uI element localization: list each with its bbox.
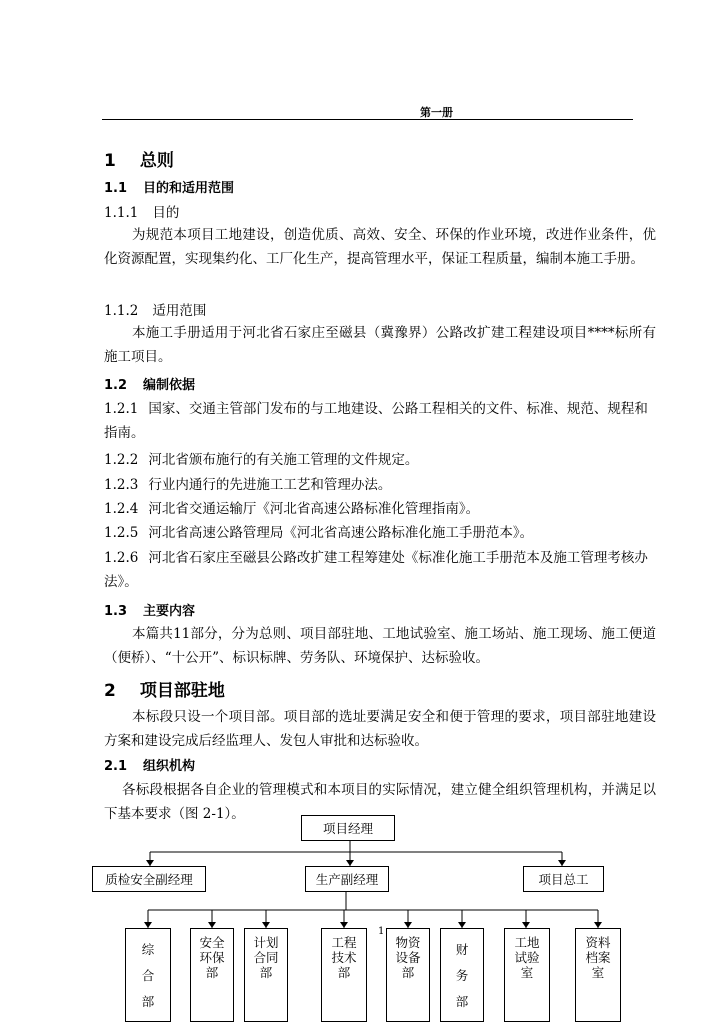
dept-label-line: 室 [520, 965, 534, 980]
item-number: 1.2.2 [104, 452, 139, 468]
item-text: 河北省石家庄至磁县公路改扩建工程筹建处《标准化施工手册范本及施工管理考核办法》。 [104, 550, 648, 590]
dept-label-line: 试验 [514, 950, 540, 965]
running-header: 第一册 [420, 106, 453, 119]
dept-label-line: 合同 [253, 950, 279, 965]
subsection-title: 目的和适用范围 [143, 181, 235, 196]
org-box-project-manager: 项目经理 [301, 815, 395, 841]
org-box-quality-safety-deputy: 质检安全副经理 [92, 866, 206, 892]
dept-label-char: 务 [455, 968, 469, 983]
dept-label-char: 部 [141, 994, 155, 1009]
item-text: 河北省颁布施行的有关施工管理的文件规定。 [148, 452, 419, 468]
paragraph-purpose: 为规范本项目工地建设，创造优质、高效、安全、环保的作业环境，改进作业条件，优化资源配置，实现集约化、工厂化生产，提高管理水平，保证工程质量，编制本施工手册。 [104, 227, 656, 267]
page-number: 1 [378, 926, 385, 937]
org-dept-general [125, 928, 171, 1022]
item-number: 1.2.4 [104, 501, 139, 517]
org-dept-finance [440, 928, 484, 1022]
subsection-number: 2.1 [104, 759, 128, 774]
org-box-production-deputy: 生产副经理 [305, 866, 389, 892]
org-box-chief-engineer: 项目总工 [523, 866, 604, 892]
dept-label-line: 安全 [199, 935, 225, 950]
dept-label-char: 财 [455, 942, 469, 957]
subsection-title: 组织机构 [143, 759, 196, 774]
item-text: 河北省高速公路管理局《河北省高速公路标准化施工手册范本》。 [148, 525, 534, 541]
item-number: 1.2.6 [104, 550, 139, 566]
section-number: 1 [104, 151, 116, 171]
subsection-number: 1.1.2 [104, 303, 139, 319]
org-dept-safety [190, 928, 234, 1022]
dept-label-line: 资料 [585, 935, 611, 950]
org-dept-engineering [321, 928, 367, 1022]
subsection-title: 目的 [152, 205, 180, 221]
section-number: 2 [104, 681, 116, 701]
dept-label-line: 环保 [199, 950, 225, 965]
dept-label-line: 部 [205, 965, 219, 980]
subsection-number: 1.1.1 [104, 205, 139, 221]
dept-label-line: 部 [401, 965, 415, 980]
section-title: 总则 [139, 151, 174, 171]
item-text: 行业内通行的先进施工工艺和管理办法。 [148, 477, 392, 493]
section-title: 项目部驻地 [139, 681, 225, 701]
dept-label-line: 室 [591, 965, 605, 980]
paragraph-site: 本标段只设一个项目部。项目部的选址要满足安全和便于管理的要求，项目部驻地建设方案和建设完成后经监理人、发包人审批和达标验收。 [104, 709, 656, 749]
subsection-number: 1.2 [104, 378, 128, 393]
dept-label-line: 设备 [395, 950, 421, 965]
dept-label-line: 物资 [395, 935, 421, 950]
org-dept-lab [504, 928, 550, 1022]
paragraph-contents: 本篇共11部分，分为总则、项目部驻地、工地试验室、施工场站、施工现场、施工便道（便桥）、“十公开”、标识标牌、劳务队、环境保护、达标验收。 [104, 626, 656, 666]
org-dept-materials [386, 928, 430, 1022]
dept-label-line: 部 [259, 965, 273, 980]
org-dept-archives [575, 928, 621, 1022]
dept-label-char: 合 [141, 968, 155, 983]
dept-label-line: 工程 [331, 935, 357, 950]
dept-label-char: 部 [455, 994, 469, 1009]
dept-label-line: 档案 [585, 950, 611, 965]
subsection-title: 主要内容 [143, 604, 196, 619]
item-number: 1.2.1 [104, 401, 139, 417]
subsection-number: 1.3 [104, 604, 128, 619]
subsection-title: 适用范围 [152, 303, 207, 319]
org-dept-planning [244, 928, 288, 1022]
item-number: 1.2.3 [104, 477, 139, 493]
paragraph-scope: 本施工手册适用于河北省石家庄至磁县（冀豫界）公路改扩建工程建设项目****标所有施工项目。 [104, 325, 656, 365]
dept-label-line: 计划 [253, 935, 279, 950]
dept-label-line: 工地 [514, 935, 540, 950]
item-text: 河北省交通运输厅《河北省高速公路标准化管理指南》。 [148, 501, 480, 517]
paragraph-organization: 各标段根据各自企业的管理模式和本项目的实际情况，建立健全组织管理机构，并满足以下基本要求（图 2-1）。 [104, 782, 656, 822]
item-text: 国家、交通主管部门发布的与工地建设、公路工程相关的文件、标准、规范、规程和指南。 [104, 401, 648, 441]
subsection-number: 1.1 [104, 181, 128, 196]
item-number: 1.2.5 [104, 525, 139, 541]
dept-label-line: 部 [337, 965, 351, 980]
subsection-title: 编制依据 [143, 378, 196, 393]
dept-label-line: 技术 [331, 950, 357, 965]
dept-label-char: 综 [141, 942, 155, 957]
